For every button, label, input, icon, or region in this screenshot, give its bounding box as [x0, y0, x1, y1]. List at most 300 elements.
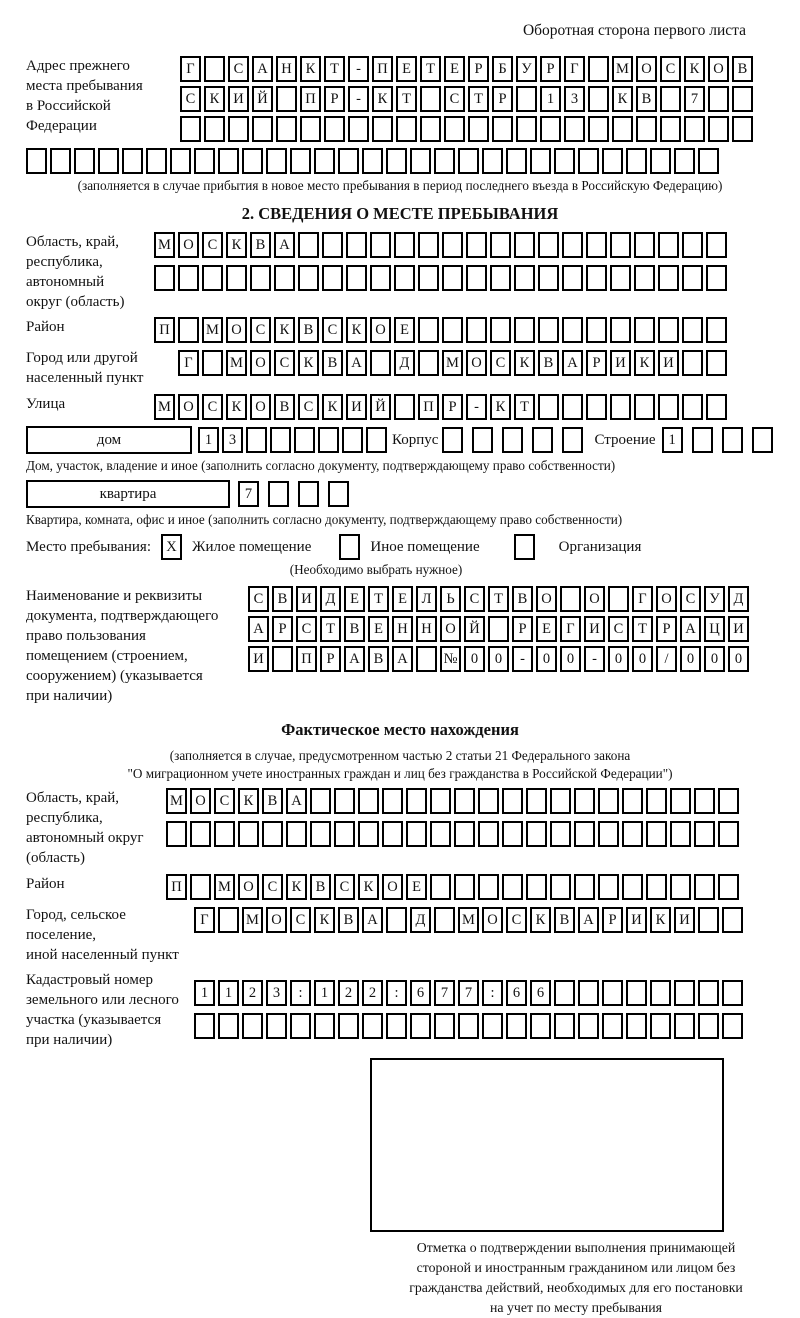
char-box: Г — [178, 350, 199, 376]
char-box — [178, 265, 199, 291]
char-box — [290, 1013, 311, 1039]
char-box — [670, 821, 691, 847]
char-box: А — [562, 350, 583, 376]
char-box: 0 — [608, 646, 629, 672]
char-box: Т — [420, 56, 441, 82]
char-box — [708, 86, 729, 112]
char-box: С — [180, 86, 201, 112]
district-block — [26, 317, 774, 343]
char-box: С — [464, 586, 485, 612]
char-box — [418, 317, 439, 343]
char-box — [682, 394, 703, 420]
char-box — [718, 821, 739, 847]
region2-label — [26, 788, 166, 868]
char-box: 1 — [540, 86, 561, 112]
char-box — [550, 821, 571, 847]
char-box — [190, 821, 211, 847]
char-box: : — [386, 980, 407, 1006]
char-box — [602, 148, 623, 174]
char-box — [298, 481, 319, 507]
char-box — [706, 394, 727, 420]
char-box — [418, 265, 439, 291]
char-box — [310, 788, 331, 814]
char-box — [752, 427, 773, 453]
char-box — [682, 265, 703, 291]
city2-label — [26, 905, 194, 965]
char-box: 7 — [434, 980, 455, 1006]
char-box — [586, 394, 607, 420]
char-box: К — [684, 56, 705, 82]
label-line: автономный — [26, 274, 105, 291]
char-box — [442, 427, 463, 453]
char-box — [490, 265, 511, 291]
char-box: - — [584, 646, 605, 672]
char-box: И — [228, 86, 249, 112]
char-box: А — [680, 616, 701, 642]
char-box — [502, 788, 523, 814]
char-box — [430, 788, 451, 814]
char-box — [718, 874, 739, 900]
char-box: С — [214, 788, 235, 814]
char-box — [706, 232, 727, 258]
char-box — [506, 148, 527, 174]
char-box — [586, 232, 607, 258]
char-box — [178, 317, 199, 343]
region-rows — [154, 232, 730, 312]
stay-type-label: Место пребывания: — [26, 538, 151, 555]
char-box: К — [372, 86, 393, 112]
char-box: Т — [396, 86, 417, 112]
char-box: Р — [540, 56, 561, 82]
char-box: О — [250, 394, 271, 420]
char-box — [530, 148, 551, 174]
char-box: Ц — [704, 616, 725, 642]
char-box — [348, 116, 369, 142]
char-box — [266, 1013, 287, 1039]
char-box — [574, 788, 595, 814]
char-box: Д — [410, 907, 431, 933]
char-box: А — [344, 646, 365, 672]
char-box: К — [514, 350, 535, 376]
label-line: Федерации — [26, 118, 97, 135]
region2-row-2 — [166, 821, 742, 847]
char-box — [526, 874, 547, 900]
char-box — [266, 148, 287, 174]
char-box — [538, 232, 559, 258]
char-box — [430, 821, 451, 847]
char-box: И — [610, 350, 631, 376]
char-box: М — [226, 350, 247, 376]
char-box: С — [290, 907, 311, 933]
char-box — [478, 788, 499, 814]
char-box — [588, 116, 609, 142]
label-line: помещением (строением, — [26, 647, 188, 664]
label-line: право пользования — [26, 627, 146, 644]
char-box — [242, 1013, 263, 1039]
char-box — [466, 265, 487, 291]
label-line: Наименование и реквизиты — [26, 587, 203, 604]
char-box: П — [154, 317, 175, 343]
char-box — [434, 148, 455, 174]
char-box: О — [238, 874, 259, 900]
char-box — [154, 265, 175, 291]
char-box — [516, 86, 537, 112]
doc-row-3 — [248, 646, 752, 672]
char-box — [636, 116, 657, 142]
char-box — [732, 116, 753, 142]
char-box — [190, 874, 211, 900]
char-box: Й — [464, 616, 485, 642]
char-box — [272, 646, 293, 672]
char-box — [588, 56, 609, 82]
char-box: М — [154, 394, 175, 420]
char-box — [228, 116, 249, 142]
char-box: 1 — [194, 980, 215, 1006]
char-box: С — [322, 317, 343, 343]
prev-address-row-3 — [180, 116, 756, 142]
char-box — [658, 265, 679, 291]
char-box: В — [368, 646, 389, 672]
char-box — [660, 116, 681, 142]
char-box: : — [290, 980, 311, 1006]
char-box: К — [226, 394, 247, 420]
char-box — [564, 116, 585, 142]
char-box: В — [322, 350, 343, 376]
label-line: Город, сельское поселение, — [26, 906, 126, 943]
char-box: С — [334, 874, 355, 900]
char-box — [170, 148, 191, 174]
actual-location-note-1: (заполняется в случае, предусмотренном частью 2 статьи 21 Федерального закона — [169, 748, 631, 764]
char-box: С — [298, 394, 319, 420]
char-box — [420, 86, 441, 112]
char-box: П — [166, 874, 187, 900]
char-box: Е — [536, 616, 557, 642]
char-box — [694, 788, 715, 814]
char-box: В — [274, 394, 295, 420]
char-box — [468, 116, 489, 142]
apartment-note: Квартира, комната, офис и иное (заполнить согласно документу, подтверждающему право собственности) — [26, 511, 623, 527]
char-box: Й — [252, 86, 273, 112]
char-box — [562, 265, 583, 291]
char-box — [674, 148, 695, 174]
char-box — [362, 148, 383, 174]
char-box — [722, 1013, 743, 1039]
char-box — [444, 116, 465, 142]
char-box: Р — [320, 646, 341, 672]
char-box: Е — [406, 874, 427, 900]
district2-row — [166, 874, 742, 900]
char-box: П — [296, 646, 317, 672]
char-box: М — [202, 317, 223, 343]
char-box — [26, 148, 47, 174]
char-box — [442, 317, 463, 343]
char-box — [262, 821, 283, 847]
char-box — [586, 317, 607, 343]
char-box — [598, 874, 619, 900]
char-box: Е — [368, 616, 389, 642]
char-box: К — [490, 394, 511, 420]
char-box: О — [250, 350, 271, 376]
char-box — [338, 1013, 359, 1039]
char-box — [122, 148, 143, 174]
char-box — [698, 907, 719, 933]
label-line: иной населенный пункт — [26, 946, 179, 963]
char-box — [252, 116, 273, 142]
char-box: О — [466, 350, 487, 376]
char-box: Г — [632, 586, 653, 612]
char-box — [202, 265, 223, 291]
char-box: Р — [272, 616, 293, 642]
char-box: К — [634, 350, 655, 376]
actual-location-title: Фактическое место нахождения — [281, 720, 519, 740]
street-block — [26, 394, 774, 420]
char-box: К — [286, 874, 307, 900]
house-number-cells — [198, 427, 390, 453]
char-box — [634, 232, 655, 258]
char-box — [204, 56, 225, 82]
char-box — [406, 821, 427, 847]
char-box: О — [482, 907, 503, 933]
char-box — [538, 317, 559, 343]
char-box: К — [650, 907, 671, 933]
char-box: П — [300, 86, 321, 112]
char-box: О — [370, 317, 391, 343]
caption-line: на учет по месту пребывания — [490, 1300, 662, 1316]
char-box: 0 — [728, 646, 749, 672]
char-box: О — [636, 56, 657, 82]
char-box — [294, 427, 315, 453]
prev-address-row-1 — [180, 56, 756, 82]
char-box — [682, 232, 703, 258]
char-box: К — [322, 394, 343, 420]
doc-label — [26, 586, 248, 707]
char-box — [538, 265, 559, 291]
char-box — [670, 788, 691, 814]
char-box — [238, 821, 259, 847]
char-box — [514, 232, 535, 258]
char-box: С — [274, 350, 295, 376]
char-box: В — [250, 232, 271, 258]
label-line: Адрес прежнего — [26, 58, 130, 74]
char-box — [276, 116, 297, 142]
char-box — [578, 148, 599, 174]
confirmation-stamp-box — [370, 1058, 724, 1232]
district-row — [154, 317, 730, 343]
char-box: О — [178, 232, 199, 258]
char-box — [626, 1013, 647, 1039]
char-box — [418, 350, 439, 376]
char-box: 0 — [536, 646, 557, 672]
char-box — [310, 821, 331, 847]
label-line: Город или другой — [26, 350, 138, 367]
char-box — [554, 148, 575, 174]
char-box — [658, 232, 679, 258]
char-box: Т — [488, 586, 509, 612]
char-box: Е — [394, 317, 415, 343]
city-block — [26, 348, 774, 388]
char-box: 6 — [506, 980, 527, 1006]
char-box: 0 — [560, 646, 581, 672]
char-box: 6 — [410, 980, 431, 1006]
char-box — [532, 427, 553, 453]
char-box: В — [732, 56, 753, 82]
char-box — [442, 232, 463, 258]
char-box: К — [530, 907, 551, 933]
char-box — [646, 821, 667, 847]
char-box — [490, 317, 511, 343]
char-box — [274, 265, 295, 291]
char-box: 0 — [632, 646, 653, 672]
char-box — [650, 1013, 671, 1039]
char-box — [454, 788, 475, 814]
char-box: У — [516, 56, 537, 82]
char-box: В — [298, 317, 319, 343]
char-box — [50, 148, 71, 174]
char-box — [218, 148, 239, 174]
char-box: Р — [468, 56, 489, 82]
char-box: М — [242, 907, 263, 933]
cadastre-rows — [194, 980, 746, 1050]
char-box: - — [348, 56, 369, 82]
char-box: В — [512, 586, 533, 612]
char-box — [562, 317, 583, 343]
char-box — [706, 317, 727, 343]
char-box — [658, 394, 679, 420]
prev-address-label — [26, 56, 180, 146]
char-box — [466, 232, 487, 258]
char-box — [634, 394, 655, 420]
char-box — [574, 874, 595, 900]
char-box: - — [466, 394, 487, 420]
char-box: О — [656, 586, 677, 612]
char-box — [180, 116, 201, 142]
char-box: 1 — [662, 427, 683, 453]
char-box: К — [346, 317, 367, 343]
char-box — [454, 874, 475, 900]
char-box — [290, 148, 311, 174]
char-box: С — [444, 86, 465, 112]
char-box: И — [674, 907, 695, 933]
house-widebox: дом — [26, 426, 192, 454]
char-box: Г — [564, 56, 585, 82]
char-box: А — [248, 616, 269, 642]
char-box — [346, 232, 367, 258]
char-box — [612, 116, 633, 142]
char-box — [394, 394, 415, 420]
char-box — [530, 1013, 551, 1039]
char-box: Р — [492, 86, 513, 112]
char-box — [718, 788, 739, 814]
label-line: Кадастровый номер — [26, 971, 153, 988]
char-box — [538, 394, 559, 420]
char-box: О — [178, 394, 199, 420]
char-box: И — [728, 616, 749, 642]
char-box — [394, 232, 415, 258]
char-box: С — [490, 350, 511, 376]
char-box: М — [458, 907, 479, 933]
char-box: Т — [324, 56, 345, 82]
char-box — [358, 821, 379, 847]
char-box — [560, 586, 581, 612]
char-box — [626, 980, 647, 1006]
char-box: О — [440, 616, 461, 642]
char-box: А — [392, 646, 413, 672]
char-box — [526, 788, 547, 814]
char-box: Е — [396, 56, 417, 82]
char-box — [602, 980, 623, 1006]
char-box — [698, 148, 719, 174]
char-box — [706, 265, 727, 291]
char-box: Р — [586, 350, 607, 376]
char-box — [410, 148, 431, 174]
char-box: В — [538, 350, 559, 376]
char-box — [610, 394, 631, 420]
char-box: 0 — [680, 646, 701, 672]
label-line: в Российской — [26, 98, 111, 115]
char-box: С — [228, 56, 249, 82]
label-line: документа, подтверждающего — [26, 607, 219, 624]
char-box: М — [154, 232, 175, 258]
char-box — [146, 148, 167, 174]
prev-address-note: (заполняется в случае прибытия в новое место пребывания в период последнего въезда в Российскую Федерацию) — [77, 178, 723, 193]
prev-address-block — [26, 56, 774, 146]
district2-block — [26, 874, 774, 900]
doc-rows — [248, 586, 752, 707]
char-box: 2 — [338, 980, 359, 1006]
char-box — [386, 907, 407, 933]
char-box — [588, 86, 609, 112]
region2-row-1 — [166, 788, 742, 814]
char-box — [370, 232, 391, 258]
caption-line: гражданства действий, необходимых для его постановки — [409, 1280, 743, 1296]
char-box — [554, 1013, 575, 1039]
char-box: С — [202, 232, 223, 258]
char-box: И — [626, 907, 647, 933]
char-box — [318, 427, 339, 453]
cadastre-row-2 — [194, 1013, 746, 1039]
char-box: Т — [368, 586, 389, 612]
char-box — [550, 788, 571, 814]
char-box: У — [704, 586, 725, 612]
char-box: Р — [324, 86, 345, 112]
char-box — [722, 427, 743, 453]
label-line: при наличии) — [26, 688, 113, 705]
char-box: А — [578, 907, 599, 933]
char-box — [506, 1013, 527, 1039]
char-box — [268, 481, 289, 507]
char-box — [578, 1013, 599, 1039]
char-box: О — [708, 56, 729, 82]
char-box: 2 — [362, 980, 383, 1006]
label-line: автономный округ — [26, 830, 144, 847]
char-box — [366, 427, 387, 453]
char-box — [396, 116, 417, 142]
char-box: Р — [602, 907, 623, 933]
stay-type-checkbox-residential: X — [161, 534, 182, 560]
char-box — [434, 907, 455, 933]
char-box — [610, 265, 631, 291]
char-box — [698, 980, 719, 1006]
label-line: республика, — [26, 254, 103, 271]
char-box — [328, 481, 349, 507]
char-box — [622, 788, 643, 814]
char-box — [314, 148, 335, 174]
char-box — [454, 821, 475, 847]
char-box: О — [190, 788, 211, 814]
char-box: В — [554, 907, 575, 933]
char-box — [370, 350, 391, 376]
char-box — [478, 821, 499, 847]
